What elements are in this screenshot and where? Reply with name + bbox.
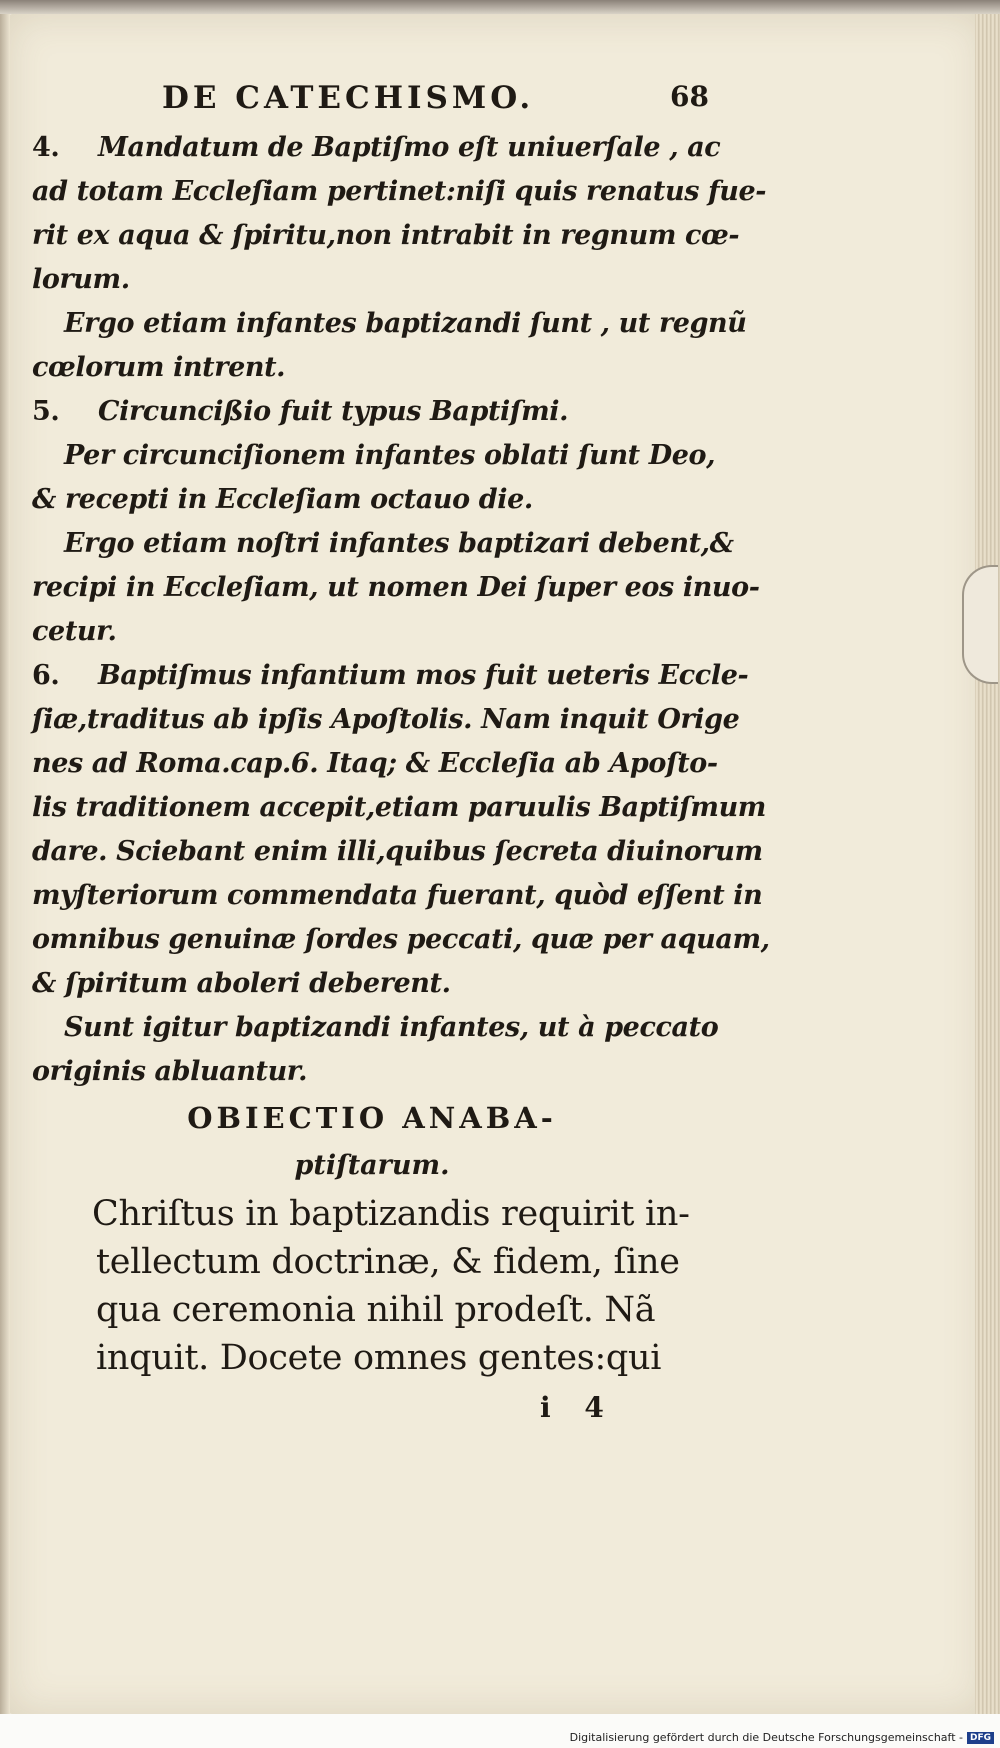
line-text: Ergo etiam infantes baptizandi ſunt , ut regnũ [64,308,747,339]
body-text [32,126,770,1094]
text-line [32,346,712,390]
text-line [32,170,767,214]
text-line [32,258,712,302]
line-text: myſteriorum commendata fuerant, quòd eſſent in [32,880,763,911]
text-line [32,610,712,654]
text-line [32,830,763,874]
text-line [32,522,734,566]
objection-line: qua ceremonia nihil prodeſt. Nã [96,1290,656,1330]
argument-number: 4. [32,132,60,163]
line-text: originis abluantur. [32,1056,308,1087]
text-line [32,874,763,918]
objection-heading: OBIECTIO ANABA- [187,1101,557,1135]
text-line [32,918,770,962]
text-line [32,962,712,1006]
argument-number: 5. [32,396,60,427]
line-text: & recepti in Eccleſiam octauo die. [32,484,533,515]
text-line [32,434,716,478]
credit-text: Digitalisierung gefördert durch die Deutsche Forschungsgemeinschaft - [569,1731,963,1744]
line-text: cœlorum intrent. [32,352,286,383]
page-block-edge [975,14,1000,1714]
text-line [32,1006,719,1050]
line-text: lis traditionem accepit,etiam paruulis Baptiſmum [32,792,766,823]
line-text: recipi in Eccleſiam, ut nomen Dei ſuper eos inuo- [32,572,760,603]
line-text: & ſpiritum aboleri deberent. [32,968,451,999]
page-tab-marker [962,565,998,684]
argument-number: 6. [32,660,60,691]
text-line [32,478,712,522]
line-text: rit ex aqua & ſpiritu,non intrabit in regnum cœ- [32,220,740,251]
line-text: ad totam Eccleſiam pertinet:niſi quis renatus fue- [32,176,767,207]
line-text: lorum. [32,264,130,295]
page-number: 68 [670,80,709,113]
text-line [32,390,712,434]
running-head: DE CATECHISMO. [162,80,535,116]
text-line [32,786,766,830]
line-text: nes ad Roma.cap.6. Itaq; & Eccleſia ab Apoſto- [32,748,718,779]
objection-line: inquit. Docete omnes gentes:qui [96,1338,662,1378]
page-header [32,70,712,126]
objection-line: Chriſtus in baptizandis requirit in- [92,1194,690,1234]
text-line [32,214,740,258]
dfg-logo: DFG [967,1732,994,1744]
text-line [32,566,760,610]
digitization-credit [570,1731,994,1744]
line-text: Baptiſmus infantium mos fuit ueteris Eccle- [98,660,749,691]
signature-mark: i 4 [540,1391,616,1424]
line-text: Sunt igitur baptizandi infantes, ut à peccato [64,1012,719,1043]
text-line [32,698,740,742]
line-text: omnibus genuinæ ſordes peccati, quæ per aquam, [32,924,770,955]
line-text: Per circunciſionem infantes oblati ſunt Deo, [64,440,716,471]
line-text: ſiæ,traditus ab ipſis Apoſtolis. Nam inquit Orige [32,704,740,735]
line-text: Mandatum de Baptiſmo eſt uniuerſale , ac [98,132,721,163]
line-text: Ergo etiam noſtri infantes baptizari debent,& [64,528,734,559]
text-line [32,302,747,346]
text-line [32,1050,712,1094]
text-line [32,126,721,170]
line-text: Circuncißio fuit typus Baptiſmi. [98,396,569,427]
book-top-edge [0,0,1000,14]
objection-line: tellectum doctrinæ, & fidem, ſine [96,1242,680,1282]
text-line [32,654,749,698]
objection-heading-continued: ptiſtarum. [294,1150,450,1181]
text-line [32,742,718,786]
line-text: dare. Sciebant enim illi,quibus ſecreta diuinorum [32,836,763,867]
line-text: cetur. [32,616,117,647]
page-text-block [32,70,770,1434]
book-gutter [0,14,10,1714]
